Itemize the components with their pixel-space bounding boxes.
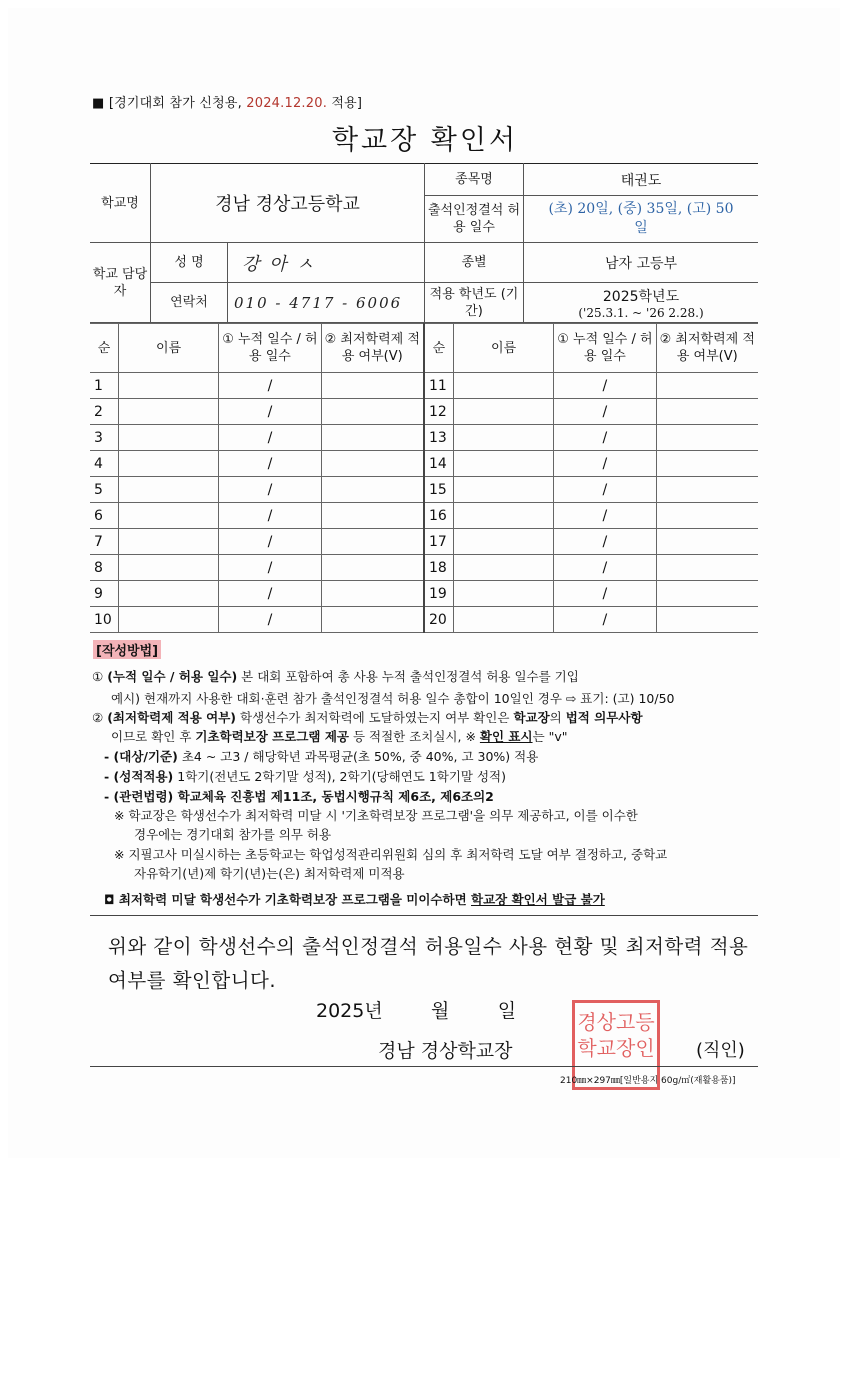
instruction-text: 는 "v"	[532, 729, 568, 744]
row-number: 9	[90, 581, 118, 607]
row-number: 17	[424, 529, 453, 555]
days-cell: /	[554, 581, 656, 607]
name-cell	[118, 373, 218, 399]
name-label: 성 명	[151, 243, 228, 283]
bullet-number: ①	[92, 669, 104, 684]
min-cell	[321, 399, 424, 425]
instruction-text: 등 적절한 조치실시, ※	[348, 729, 480, 744]
col-no: 순	[424, 324, 453, 373]
instruction-text: 본 대회 포함하여 총 사용 누적 출석인정결석 허용 일수를 기입	[237, 669, 579, 684]
min-cell	[656, 425, 758, 451]
name-cell	[453, 477, 553, 503]
days-cell: /	[554, 451, 656, 477]
event-label: 종목명	[425, 164, 524, 196]
min-cell	[321, 529, 424, 555]
days-cell: /	[219, 399, 321, 425]
row-number: 1	[90, 373, 118, 399]
min-cell	[321, 607, 424, 633]
note-2b: 자유학기(년)제 학기(년)는(은) 최저학력제 미적용	[134, 866, 405, 881]
row-number: 13	[424, 425, 453, 451]
name-cell	[118, 477, 218, 503]
min-cell	[321, 425, 424, 451]
instruction-bold: (누적 일수 / 허용 일수)	[107, 669, 238, 684]
year-period: ('25.3.1. ~ '26 2.28.)	[578, 305, 704, 320]
sub-grades	[104, 767, 506, 786]
instruction-bold: 확인 표시	[479, 729, 533, 744]
days-cell: /	[554, 503, 656, 529]
instructions-header: [작성방법]	[93, 640, 161, 659]
instruction-text: 의	[549, 710, 566, 725]
name-signature: 강 아 ㅅ	[228, 243, 425, 283]
table-row	[90, 477, 758, 503]
min-cell	[321, 451, 424, 477]
instruction-text: 학생선수가 최저학력에 도달하였는지 여부 확인은	[236, 710, 514, 725]
min-cell	[321, 503, 424, 529]
col-days: ① 누적 일수 / 허용 일수	[554, 324, 656, 373]
min-cell	[656, 607, 758, 633]
paper-spec: 210㎜×297㎜[일반용지 60g/㎡(재활용품)]	[560, 1076, 736, 1086]
min-cell	[656, 399, 758, 425]
instruction-bold: 법적 의무사항	[565, 710, 643, 725]
days-cell: /	[219, 451, 321, 477]
note-1b: 경우에는 경기대회 참가를 의무 허용	[134, 827, 332, 842]
row-number: 10	[90, 607, 118, 633]
col-days: ① 누적 일수 / 허용 일수	[219, 324, 321, 373]
row-number: 15	[424, 477, 453, 503]
row-number: 18	[424, 555, 453, 581]
row-number: 3	[90, 425, 118, 451]
min-cell	[656, 373, 758, 399]
instruction-2-line2	[111, 727, 568, 746]
info-table	[90, 163, 758, 323]
days-cell: /	[219, 477, 321, 503]
days-cell: /	[554, 607, 656, 633]
note-1: ※ 학교장은 학생선수가 최저학력 미달 시 '기초학력보장 프로그램'을 의무 제공하고, 이를 이수한	[114, 808, 638, 823]
absence-label: 출석인정결석 허용 일수	[425, 196, 524, 243]
instruction-text: 이므로 확인 후	[111, 729, 196, 744]
notice-suffix: 적용]	[331, 96, 363, 111]
divider	[90, 1066, 758, 1067]
notice-prefix: [경기대회 참가 신청용,	[108, 96, 242, 111]
table-row	[90, 373, 758, 399]
days-cell: /	[219, 555, 321, 581]
days-cell: /	[219, 529, 321, 555]
name-cell	[453, 555, 553, 581]
row-number: 19	[424, 581, 453, 607]
event-value: 태권도	[524, 164, 759, 196]
notice-date: 2024.12.20.	[246, 96, 328, 111]
col-min: ② 최저학력제 적용 여부(V)	[321, 324, 424, 373]
row-number: 2	[90, 399, 118, 425]
days-cell: /	[554, 373, 656, 399]
name-cell	[118, 503, 218, 529]
table-body	[90, 373, 758, 633]
row-number: 16	[424, 503, 453, 529]
note-2: ※ 지필고사 미실시하는 초등학교는 학업성적관리위원회 심의 후 최저학력 도달 여부 결정하고, 중학교	[114, 847, 668, 862]
name-cell	[118, 529, 218, 555]
min-cell	[656, 581, 758, 607]
year-label: 적용 학년도 (기간)	[425, 283, 524, 323]
days-cell: /	[219, 503, 321, 529]
min-cell	[321, 581, 424, 607]
instruction-2	[92, 708, 643, 727]
row-number: 5	[90, 477, 118, 503]
notice-marker: ■	[92, 96, 105, 111]
instruction-bold: 학교장	[513, 710, 550, 725]
row-number: 11	[424, 373, 453, 399]
min-cell	[321, 373, 424, 399]
division-label: 종별	[425, 243, 524, 283]
year-cell	[524, 283, 759, 323]
instruction-bold: (최저학력제 적용 여부)	[107, 710, 237, 725]
row-number: 20	[424, 607, 453, 633]
contact-value: 010 - 4717 - 6006	[228, 283, 425, 323]
division-value: 남자 고등부	[524, 243, 759, 283]
signer-name: 경남 경상학교장	[378, 1040, 513, 1062]
row-number: 7	[90, 529, 118, 555]
page-title: 학교장 확인서	[331, 125, 519, 156]
name-cell	[118, 451, 218, 477]
instruction-text: 1학기(전년도 2학기말 성적), 2학기(당해연도 1학기말 성적)	[173, 769, 506, 784]
confirmation-text: 위와 같이 학생선수의 출석인정결석 허용일수 사용 현황 및 최저학력 적용 여부를 확인합니다.	[108, 935, 749, 992]
table-row	[90, 451, 758, 477]
row-number: 6	[90, 503, 118, 529]
school-label: 학교명	[90, 164, 151, 243]
table-row	[90, 503, 758, 529]
table-row	[90, 425, 758, 451]
name-cell	[453, 399, 553, 425]
year-value: 2025학년도	[602, 288, 680, 305]
min-cell	[656, 503, 758, 529]
instruction-1	[92, 667, 579, 686]
days-cell: /	[219, 373, 321, 399]
warning-emphasis: 학교장 확인서 발급 불가	[471, 892, 605, 907]
days-cell: /	[554, 425, 656, 451]
sub-law: - (관련법령) 학교체육 진흥법 제11조, 동법시행규칙 제6조, 제6조의2	[104, 789, 494, 804]
min-cell	[656, 477, 758, 503]
name-cell	[118, 581, 218, 607]
col-name: 이름	[453, 324, 553, 373]
table-row	[90, 399, 758, 425]
instruction-bold: 기초학력보장 프로그램 제공	[195, 729, 349, 744]
warning-line	[104, 890, 605, 909]
row-number: 12	[424, 399, 453, 425]
min-cell	[321, 555, 424, 581]
days-cell: /	[554, 555, 656, 581]
min-cell	[656, 529, 758, 555]
name-cell	[453, 529, 553, 555]
name-cell	[118, 399, 218, 425]
table-row	[90, 555, 758, 581]
school-seal-stamp: 경상고등 학교장인	[572, 1000, 660, 1090]
col-min: ② 최저학력제 적용 여부(V)	[656, 324, 758, 373]
absence-value: (초) 20일, (중) 35일, (고) 50일	[524, 196, 759, 243]
row-number: 8	[90, 555, 118, 581]
name-cell	[118, 425, 218, 451]
bullet-number: ②	[92, 710, 104, 725]
name-cell	[453, 425, 553, 451]
name-cell	[453, 451, 553, 477]
name-cell	[118, 607, 218, 633]
days-cell: /	[219, 425, 321, 451]
col-name: 이름	[118, 324, 218, 373]
contact-label: 연락처	[151, 283, 228, 323]
notice-line	[92, 92, 362, 111]
date-line: 2025년 월 일	[316, 1000, 517, 1022]
instruction-bold: - (성적적용)	[104, 769, 174, 784]
warning-text: ◘ 최저학력 미달 학생선수가 기초학력보장 프로그램을 미이수하면	[104, 892, 471, 907]
min-cell	[656, 555, 758, 581]
student-table	[90, 323, 758, 633]
table-row	[90, 581, 758, 607]
days-cell: /	[554, 529, 656, 555]
days-cell: /	[554, 477, 656, 503]
row-number: 14	[424, 451, 453, 477]
days-cell: /	[554, 399, 656, 425]
col-no: 순	[90, 324, 118, 373]
divider	[90, 915, 758, 916]
instruction-1-example: 예시) 현재까지 사용한 대회·훈련 참가 출석인정결석 허용 일수 총합이 10일인 경우 ⇨ 표기: (고) 10/50	[111, 691, 675, 706]
instruction-bold: - (대상/기준)	[104, 749, 178, 764]
table-row	[90, 607, 758, 633]
name-cell	[453, 581, 553, 607]
name-cell	[453, 503, 553, 529]
min-cell	[656, 451, 758, 477]
name-cell	[453, 373, 553, 399]
name-cell	[453, 607, 553, 633]
min-cell	[321, 477, 424, 503]
manager-label: 학교 담당자	[90, 243, 151, 323]
table-row	[90, 529, 758, 555]
seal-label: (직인)	[696, 1040, 745, 1061]
row-number: 4	[90, 451, 118, 477]
days-cell: /	[219, 607, 321, 633]
name-cell	[118, 555, 218, 581]
days-cell: /	[219, 581, 321, 607]
school-value: 경남 경상고등학교	[151, 164, 425, 243]
sub-target	[104, 747, 538, 766]
instruction-text: 초4 ~ 고3 / 해당학년 과목평균(초 50%, 중 40%, 고 30%) 적용	[177, 749, 539, 764]
